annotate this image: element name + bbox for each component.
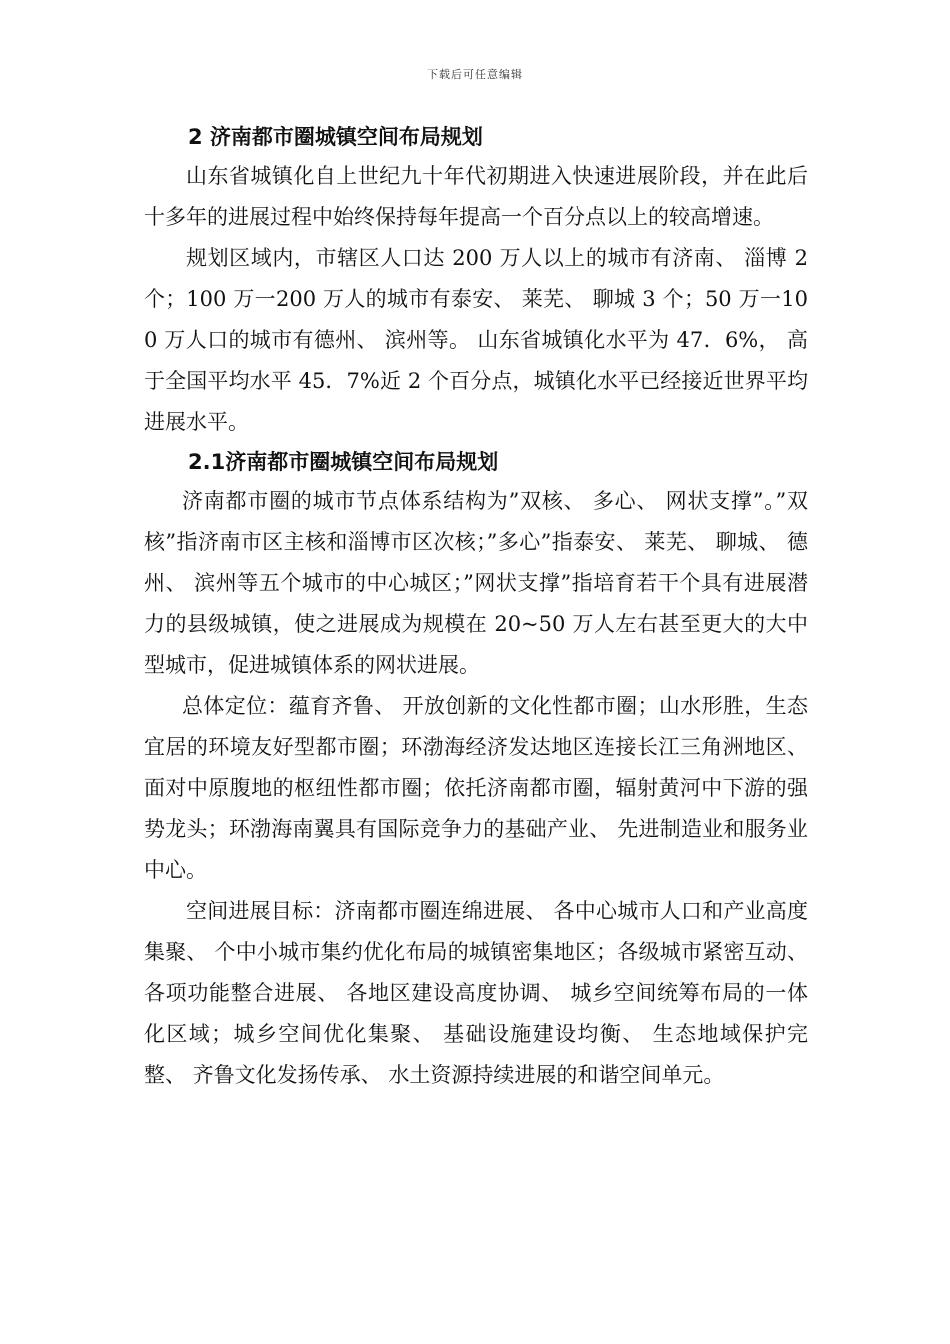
page-header-note: 下载后可任意编辑 — [427, 68, 523, 81]
paragraph-node-structure: 济南都市圈的城市节点体系结构为”双核、 多心、 网状支撑”。”双核”指济南市区主核和淄博市区次核；”多心”指泰安、 莱芜、 聊城、 德州、 滨州等五个城市的中心城区；”网状支撑”指培育若干个具有进展潜力的县级城镇，使之进展成为规模在 20~50 万人左右甚至更大的大中型城市，促进城镇体系的网状进展。 — [144, 489, 808, 677]
paragraph-urbanization-intro: 山东省城镇化自上世纪九十年代初期进入快速进展阶段，并在此后十多年的进展过程中始终保持每年提高一个百分点以上的较高增速。 — [144, 164, 808, 229]
subsection-title: 2.1济南都市圈城镇空间布局规划 — [188, 450, 499, 474]
document-body — [144, 118, 808, 1096]
section-title: 2 济南都市圈城镇空间布局规划 — [188, 125, 483, 149]
paragraph-overall-positioning: 总体定位：蕴育齐鲁、 开放创新的文化性都市圈；山水形胜，生态宜居的环境友好型都市圈；环渤海经济发达地区连接长江三角洲地区、 面对中原腹地的枢纽性都市圈；依托济南都市圈，辐射黄河中下游的强势龙头；环渤海南翼具有国际竞争力的基础产业、 先进制造业和服务业中心。 — [144, 694, 808, 882]
paragraph-population-stats: 规划区域内，市辖区人口达 200 万人以上的城市有济南、 淄博 2 个；100 万一200 万人的城市有泰安、 莱芜、 聊城 3 个；50 万一100 万人口的城市有德州、 滨州等。 山东省城镇化水平为 47．6%， 高于全国平均水平 45．7%近 2 个百分点，城镇化水平已经接近世界平均进展水平。 — [144, 246, 808, 434]
paragraph-spatial-goals: 空间进展目标：济南都市圈连绵进展、 各中心城市人口和产业高度集聚、 个中小城市集约优化布局的城镇密集地区；各级城市紧密互动、 各项功能整合进展、 各地区建设高度协调、 城乡空间统筹布局的一体化区域；城乡空间优化集聚、 基础设施建设均衡、 生态地域保护完整、 齐鲁文化发扬传承、 水土资源持续进展的和谐空间单元。 — [144, 899, 808, 1087]
